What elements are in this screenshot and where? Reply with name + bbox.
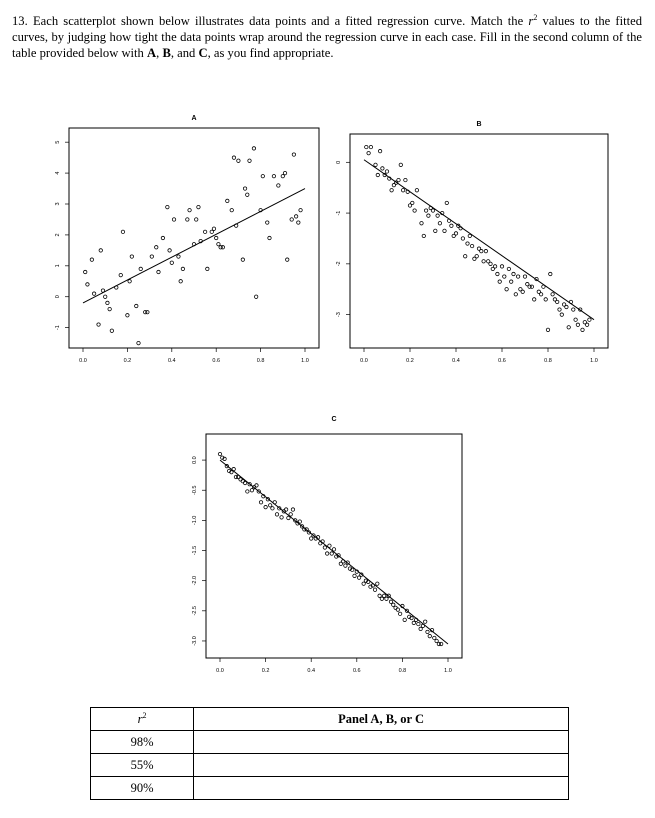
data-point-a <box>266 221 269 224</box>
data-point-b <box>530 285 533 288</box>
data-point-c <box>255 484 258 487</box>
panel-title-b: B <box>476 121 482 128</box>
data-point-c <box>284 508 287 511</box>
data-point-b <box>454 232 457 235</box>
data-point-b <box>399 163 402 166</box>
data-point-a <box>268 236 271 239</box>
data-point-a <box>292 153 295 156</box>
data-point-c <box>428 634 431 637</box>
data-point-b <box>565 305 568 308</box>
data-point-a <box>215 236 218 239</box>
data-point-b <box>374 163 377 166</box>
x-tick-label-a: 0.0 <box>79 358 87 364</box>
panel-answer-cell[interactable] <box>194 754 569 777</box>
data-point-a <box>241 258 244 261</box>
data-point-b <box>438 222 441 225</box>
separator-2: , and <box>170 45 196 60</box>
data-point-b <box>436 214 439 217</box>
data-point-c <box>398 612 401 615</box>
data-point-c <box>378 594 381 597</box>
y-tick-label-c: -3.0 <box>192 636 198 646</box>
data-point-a <box>197 205 200 208</box>
header-panel: Panel A, B, or C <box>194 708 569 731</box>
data-point-a <box>166 205 169 208</box>
data-point-c <box>264 505 267 508</box>
data-point-a <box>172 218 175 221</box>
data-point-c <box>298 520 301 523</box>
data-point-c <box>373 588 376 591</box>
data-point-c <box>394 606 397 609</box>
x-tick-label-c: 0.2 <box>261 668 270 674</box>
y-tick-label-a: -1 <box>55 325 61 331</box>
data-point-b <box>572 308 575 311</box>
r2-value-cell: 90% <box>91 777 194 800</box>
data-point-b <box>434 229 437 232</box>
data-point-b <box>464 255 467 258</box>
data-point-a <box>106 301 109 304</box>
data-point-b <box>482 260 485 263</box>
data-point-b <box>381 167 384 170</box>
data-point-c <box>280 516 283 519</box>
data-point-c <box>241 479 244 482</box>
data-point-a <box>237 159 240 162</box>
data-point-c <box>330 552 333 555</box>
data-point-b <box>512 272 515 275</box>
data-point-b <box>365 145 368 148</box>
data-point-a <box>281 174 284 177</box>
data-point-c <box>275 513 278 516</box>
question-part1: Each scatterplot shown below illustrates data points and a fitted regression curve. Match the <box>32 14 524 29</box>
data-point-a <box>99 249 102 252</box>
data-point-b <box>475 255 478 258</box>
x-tick-label-c: 0.6 <box>352 668 361 674</box>
data-point-b <box>551 293 554 296</box>
y-tick-label-a: 5 <box>55 140 61 144</box>
data-point-a <box>243 187 246 190</box>
data-point-c <box>239 478 242 481</box>
table-row <box>91 731 569 754</box>
data-point-a <box>139 267 142 270</box>
r-symbol: r <box>528 14 534 29</box>
separator-1: , <box>156 45 160 60</box>
data-point-a <box>246 193 249 196</box>
data-point-c <box>232 467 235 470</box>
data-point-c <box>403 618 406 621</box>
x-tick-label-b: 0.2 <box>406 358 414 364</box>
data-point-a <box>161 236 164 239</box>
x-tick-label-a: 0.4 <box>167 358 176 364</box>
regression-line-b <box>364 160 594 320</box>
table-header-row <box>91 708 569 731</box>
data-point-c <box>353 574 356 577</box>
data-point-a <box>299 208 302 211</box>
data-point-b <box>567 326 570 329</box>
data-point-a <box>286 258 289 261</box>
data-point-c <box>325 552 328 555</box>
data-point-a <box>137 341 140 344</box>
data-point-b <box>576 323 579 326</box>
y-tick-label-a: 0 <box>55 295 61 299</box>
data-point-b <box>556 300 559 303</box>
data-point-b <box>390 189 393 192</box>
table-row <box>91 754 569 777</box>
y-tick-label-c: -0.5 <box>192 485 198 495</box>
y-tick-label-a: 4 <box>55 171 61 175</box>
data-point-a <box>177 255 180 258</box>
data-point-c <box>341 560 344 563</box>
data-point-c <box>357 576 360 579</box>
data-point-b <box>546 328 549 331</box>
data-point-a <box>179 280 182 283</box>
data-point-c <box>426 630 429 633</box>
data-point-a <box>252 147 255 150</box>
data-point-c <box>385 597 388 600</box>
header-r-superscript: 2 <box>142 710 147 720</box>
data-point-c <box>319 542 322 545</box>
question-part2: values to the fitted curves, by judging how tight the data points wrap around the regression curve in each case. Fill in the second column of the table provided below with <box>12 14 643 60</box>
answer-table <box>90 707 569 800</box>
data-point-a <box>181 267 184 270</box>
data-point-a <box>126 314 129 317</box>
data-point-c <box>389 600 392 603</box>
data-point-b <box>427 214 430 217</box>
data-point-b <box>505 288 508 291</box>
data-point-b <box>411 201 414 204</box>
data-point-c <box>250 489 253 492</box>
panel-answer-cell[interactable] <box>194 777 569 800</box>
data-point-c <box>392 603 395 606</box>
data-point-c <box>439 642 442 645</box>
data-point-b <box>588 318 591 321</box>
data-point-b <box>581 328 584 331</box>
data-point-a <box>254 295 257 298</box>
data-point-b <box>585 323 588 326</box>
data-point-a <box>226 199 229 202</box>
data-point-a <box>119 273 122 276</box>
data-point-a <box>217 242 220 245</box>
data-point-a <box>210 230 213 233</box>
x-tick-label-a: 1.0 <box>301 358 309 364</box>
data-point-b <box>443 229 446 232</box>
x-tick-label-c: 0.0 <box>216 668 224 674</box>
data-point-b <box>480 249 483 252</box>
y-tick-label-c: -2.0 <box>192 575 198 586</box>
data-point-b <box>404 178 407 181</box>
letter-b: B <box>162 45 171 60</box>
x-tick-label-b: 0.6 <box>498 358 506 364</box>
data-point-c <box>419 627 422 630</box>
data-point-a <box>290 218 293 221</box>
data-point-a <box>248 159 251 162</box>
data-point-b <box>542 285 545 288</box>
data-point-a <box>206 267 209 270</box>
data-point-b <box>431 209 434 212</box>
x-tick-label-b: 0.0 <box>360 358 368 364</box>
data-point-c <box>380 597 383 600</box>
data-point-b <box>514 293 517 296</box>
data-point-b <box>549 272 552 275</box>
data-point-a <box>188 208 191 211</box>
letter-c: C <box>198 45 208 60</box>
data-point-b <box>493 265 496 268</box>
data-point-c <box>310 537 313 540</box>
data-point-c <box>289 513 292 516</box>
data-point-b <box>420 222 423 225</box>
data-point-b <box>500 265 503 268</box>
data-point-b <box>574 318 577 321</box>
data-point-b <box>385 170 388 173</box>
data-point-c <box>433 636 436 639</box>
data-point-b <box>533 298 536 301</box>
data-point-c <box>243 481 246 484</box>
x-tick-label-b: 0.4 <box>452 358 460 364</box>
y-tick-label-b: -2 <box>336 261 342 267</box>
y-tick-label-a: 1 <box>55 264 61 268</box>
data-point-a <box>186 218 189 221</box>
data-point-a <box>86 283 89 286</box>
data-point-a <box>212 227 215 230</box>
data-point-a <box>110 329 113 332</box>
data-point-c <box>323 546 326 549</box>
panel-answer-cell[interactable] <box>194 731 569 754</box>
data-point-a <box>108 307 111 310</box>
x-tick-label-c: 0.4 <box>307 668 316 674</box>
data-point-b <box>445 201 448 204</box>
data-point-c <box>421 624 424 627</box>
data-point-a <box>121 230 124 233</box>
data-point-a <box>130 255 133 258</box>
x-tick-label-a: 0.2 <box>123 358 132 364</box>
data-point-c <box>332 548 335 551</box>
data-point-a <box>101 289 104 292</box>
data-point-b <box>516 275 519 278</box>
y-tick-label-b: -1 <box>336 210 342 216</box>
table-row <box>91 777 569 800</box>
data-point-a <box>283 171 286 174</box>
y-tick-label-b: 0 <box>336 160 342 164</box>
data-point-a <box>221 246 224 249</box>
data-point-a <box>150 255 153 258</box>
x-tick-label-c: 0.8 <box>398 668 407 674</box>
data-point-b <box>424 209 427 212</box>
y-tick-label-c: -1.5 <box>192 545 198 556</box>
x-tick-label-c: 1.0 <box>444 668 452 674</box>
data-point-a <box>168 249 171 252</box>
data-point-c <box>435 639 438 642</box>
data-point-b <box>539 293 542 296</box>
data-point-b <box>507 267 510 270</box>
data-point-a <box>230 208 233 211</box>
data-point-b <box>413 209 416 212</box>
data-point-a <box>128 280 131 283</box>
data-point-c <box>417 622 420 625</box>
data-point-c <box>382 594 385 597</box>
plot-frame-a <box>69 128 319 348</box>
y-tick-label-c: 0.0 <box>192 456 198 464</box>
data-point-b <box>560 313 563 316</box>
data-point-c <box>328 544 331 547</box>
data-point-c <box>424 620 427 623</box>
data-point-b <box>544 298 547 301</box>
data-point-b <box>367 151 370 154</box>
data-point-b <box>523 275 526 278</box>
data-point-b <box>558 308 561 311</box>
data-point-a <box>135 304 138 307</box>
panel-title-c: C <box>331 416 337 423</box>
data-point-c <box>246 490 249 493</box>
data-point-b <box>470 244 473 247</box>
data-point-c <box>412 621 415 624</box>
panel-title-a: A <box>191 115 197 122</box>
r2-value-cell: 55% <box>91 754 194 777</box>
data-point-b <box>461 237 464 240</box>
data-point-b <box>466 242 469 245</box>
data-point-b <box>510 280 513 283</box>
data-point-c <box>259 501 262 504</box>
y-tick-label-b: -3 <box>336 312 342 318</box>
x-tick-label-a: 0.6 <box>212 358 221 364</box>
data-point-b <box>521 290 524 293</box>
data-point-c <box>271 507 274 510</box>
data-point-a <box>297 221 300 224</box>
data-point-b <box>468 234 471 237</box>
question-number: 13. <box>12 14 28 29</box>
data-point-a <box>277 184 280 187</box>
x-tick-label-b: 0.8 <box>544 358 552 364</box>
header-r-squared <box>91 708 194 731</box>
data-point-a <box>272 174 275 177</box>
data-point-b <box>369 145 372 148</box>
data-point-c <box>268 504 271 507</box>
data-point-a <box>294 215 297 218</box>
data-point-b <box>422 234 425 237</box>
data-point-c <box>362 582 365 585</box>
plot-frame-b <box>350 134 608 348</box>
data-point-b <box>397 178 400 181</box>
data-point-a <box>170 261 173 264</box>
data-point-a <box>157 270 160 273</box>
question-part3: , as you find appropriate. <box>207 45 334 60</box>
data-point-a <box>155 246 158 249</box>
y-tick-label-a: 3 <box>55 202 61 206</box>
data-point-b <box>401 189 404 192</box>
letter-a: A <box>147 45 157 60</box>
r2-value-cell: 98% <box>91 731 194 754</box>
data-point-a <box>195 218 198 221</box>
data-point-b <box>376 173 379 176</box>
data-point-b <box>496 272 499 275</box>
data-point-b <box>415 189 418 192</box>
regression-line-c <box>220 460 448 644</box>
y-tick-label-a: 2 <box>55 233 61 237</box>
data-point-a <box>203 230 206 233</box>
x-tick-label-b: 1.0 <box>590 358 598 364</box>
data-point-a <box>104 295 107 298</box>
r-superscript: 2 <box>533 13 538 22</box>
y-tick-label-c: -2.5 <box>192 606 198 616</box>
data-point-a <box>261 174 264 177</box>
data-point-c <box>273 501 276 504</box>
data-point-b <box>489 262 492 265</box>
data-point-b <box>503 275 506 278</box>
data-point-b <box>378 149 381 152</box>
data-point-a <box>84 270 87 273</box>
data-point-a <box>232 156 235 159</box>
data-point-b <box>484 249 487 252</box>
data-point-a <box>97 323 100 326</box>
header-r-symbol: r <box>137 712 143 727</box>
data-point-c <box>218 452 221 455</box>
data-point-a <box>92 292 95 295</box>
data-point-b <box>498 280 501 283</box>
x-tick-label-a: 0.8 <box>256 358 265 364</box>
data-point-a <box>146 310 149 313</box>
data-point-c <box>344 564 347 567</box>
data-point-c <box>287 516 290 519</box>
data-point-c <box>396 608 399 611</box>
data-point-b <box>450 224 453 227</box>
y-tick-label-c: -1.0 <box>192 515 198 526</box>
data-point-a <box>90 258 93 261</box>
data-point-c <box>291 508 294 511</box>
data-point-c <box>376 582 379 585</box>
